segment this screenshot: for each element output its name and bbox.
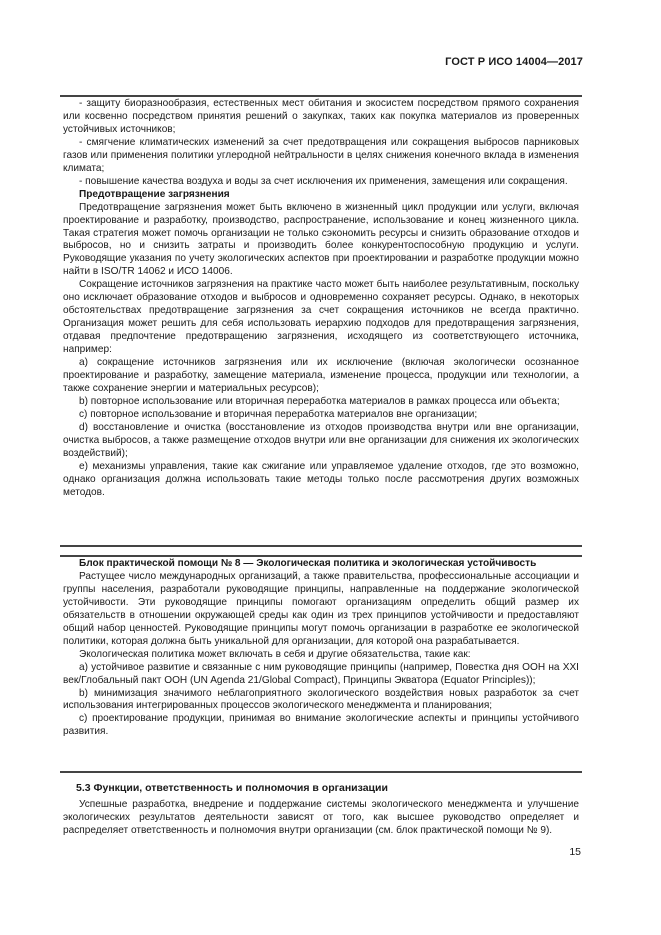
section-title: 5.3 Функции, ответственность и полномочия в организации	[76, 782, 388, 794]
box-title: Блок практической помощи № 8 — Экологическая политика и экологическая устойчивость	[79, 558, 537, 569]
list-item: d) восстановление и очистка (восстановление из отходов производства внутри или вне организации, очистка выбросов, а также размещение отходов внутри или вне организации для снижения их экологических воздействий);	[63, 421, 579, 459]
paragraph: Экологическая политика может включать в себя и другие обязательства, такие как:	[79, 648, 471, 660]
list-item: a) устойчивое развитие и связанные с ним руководящие принципы (например, Повестка дня ООН на XXI век/Глобальный пакт ООН (UN Agenda 21/Global Compact), Принципы Экватора (Equator Principles));	[63, 661, 579, 686]
bullet-item: - повышение качества воздуха и воды за счет исключения их применения, замещения или сокращения.	[79, 175, 568, 187]
paragraph: Растущее число международных организаций, а также правительства, профессиональные ассоциации и группы населения, разработали руководящие принципы, направленные на поддержание экологической устойчивости. Эти руководящие принципы помогают организациям определить общий размер их обязательств в отношении окружающей среды как один из трех принципов устойчивости и предоставляют общий набор ценностей. Руководящие принципы могут помочь организации в разработке ее экологической политики, которая должна быть уникальной для организации, для которой она разрабатывается.	[63, 570, 579, 647]
list-item: c) повторное использование и вторичная переработка материалов вне организации;	[79, 408, 478, 420]
paragraph: Успешные разработка, внедрение и поддержание системы экологического менеджмента и улучшение экологических результатов деятельности зависят от того, как высшее руководство определяет и распределяет ответственность и полномочия внутри организации (см. блок практической помощи № 9).	[63, 799, 579, 836]
list-item: c) проектирование продукции, принимая во внимание экологические аспекты и принципы устойчивого развития.	[63, 713, 579, 738]
list-item: а) сокращение источников загрязнения или их исключение (включая экологически осознанное проектирование и разработку, замещение материала, изменение процесса, продукции или технологии, а также сохранение энергии и материальных ресурсов);	[63, 357, 579, 394]
paragraph: Предотвращение загрязнения может быть включено в жизненный цикл продукции или услуги, включая проектирование и разработку, производство, распространение, использование и конец жизненного цикла. Такая стратегия может помочь организации не только сэкономить ресурсы и снизить образование отходов и выбросов, но и снизить затраты и производить более конкурентоспособную продукцию и услуги. Руководящие указания по учету экологических аспектов при проектировании и разработке продукции можно найти в ISO/TR 14062 и ИСО 14006.	[63, 201, 579, 278]
list-item: b) повторное использование или вторичная переработка материалов в рамках процесса или объекта;	[79, 395, 560, 407]
list-item: e) механизмы управления, такие как сжигание или управляемое удаление отходов, где это возможно, однако организация должна использовать такие методы только после рассмотрения других возможных методов.	[63, 460, 579, 498]
section-body	[60, 799, 582, 838]
content-box-pollution-prevention	[60, 95, 582, 547]
practical-help-box-8	[60, 555, 582, 773]
page-number: 15	[569, 846, 581, 858]
bullet-item: - защиту биоразнообразия, естественных мест обитания и экосистем посредством прямого сохранения или косвенно посредством принятия решений о закупках, таких как покупка материалов из проверенных устойчивых источников;	[63, 98, 579, 135]
bullet-item: - смягчение климатических изменений за счет предотвращения или сокращения выбросов парниковых газов или применения политики углеродной нейтральности в целях снижения конечного вклада в изменения климата;	[63, 136, 579, 174]
document-header: ГОСТ Р ИСО 14004—2017	[445, 56, 583, 68]
subheading: Предотвращение загрязнения	[79, 188, 230, 200]
list-item: b) минимизация значимого неблагоприятного экологического воздействия новых разработок за счет использования интегрированных процессов экологического менеджмента и планирования;	[63, 687, 579, 712]
paragraph: Сокращение источников загрязнения на практике часто может быть наиболее результативным, поскольку оно исключает образование отходов и выбросов и одновременно сохраняет ресурсы. Однако, в некоторых обстоятельствах предотвращение загрязнения за счет сокращения источников не всегда практично. Организация может решить для себя использовать иерархию подходов для предотвращения загрязнения, отдавая предпочтение предотвращению загрязнения, исходящего из соответствующего источника, например:	[63, 279, 579, 356]
